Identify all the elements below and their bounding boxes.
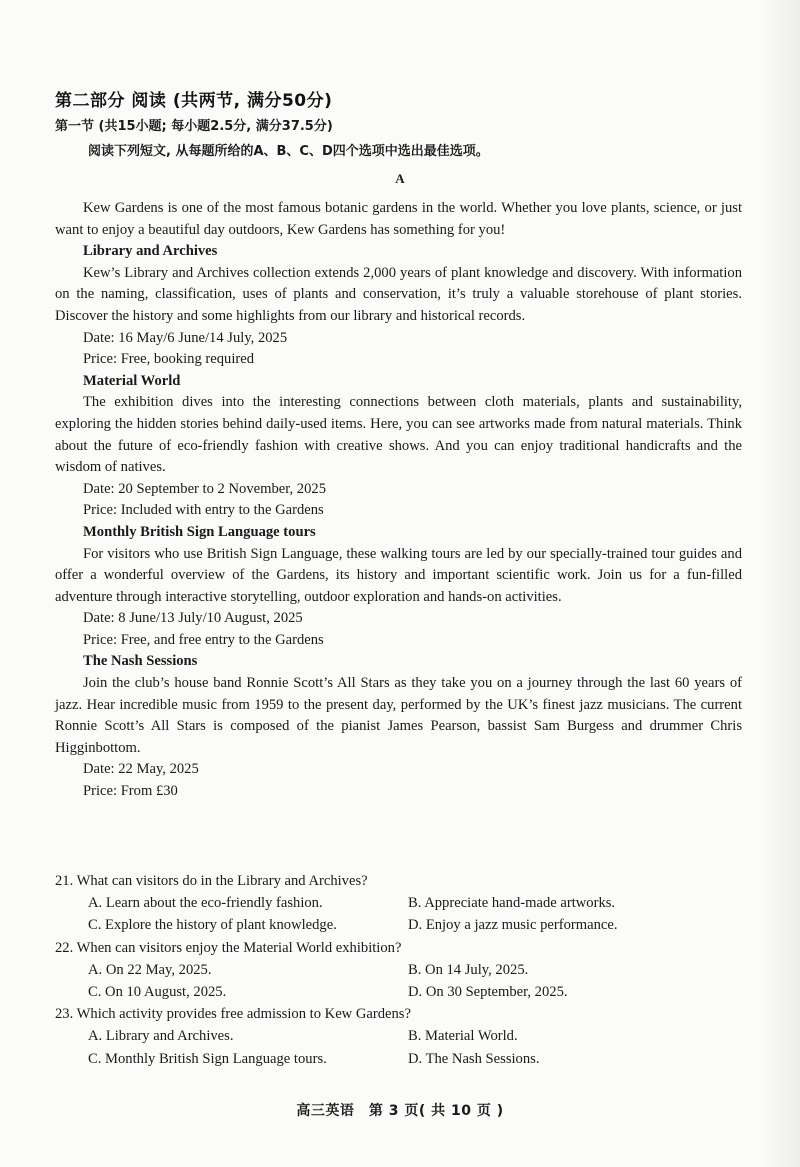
option-b: B. Appreciate hand-made artworks. [408, 895, 616, 912]
instruction: 阅读下列短文, 从每题所给的A、B、C、D四个选项中选出最佳选项。 [88, 144, 489, 159]
page-footer: 高三英语 第 3 页( 共 10 页 ) [296, 1103, 504, 1119]
section-title-material-world: Material World [83, 372, 181, 389]
question-23 [55, 1003, 742, 1070]
section-date-bsl-tours: Date: 8 June/13 July/10 August, 2025 [83, 610, 303, 627]
section-date-nash-sessions: Date: 22 May, 2025 [83, 761, 199, 778]
option-b: B. On 14 July, 2025. [408, 961, 529, 978]
section-title-library: Library and Archives [83, 243, 218, 260]
question-stem: 22. When can visitors enjoy the Material World exhibition? [55, 939, 402, 956]
question-21 [55, 870, 742, 937]
option-c: C. On 10 August, 2025. [88, 984, 227, 1001]
section-text-material-world: The exhibition dives into the interesting connections between cloth materials, plants and sustainability, exploring the hidden stories behind daily-used items. Here, you can see artworks made from natural materials. Think about the future of eco-friendly fashion with creative shows. And you can enjoy traditional handicrafts and the wisdom of natives. [55, 394, 742, 476]
section-price-nash-sessions: Price: From £30 [83, 783, 178, 800]
option-a: A. Library and Archives. [88, 1028, 234, 1045]
option-d: D. On 30 September, 2025. [408, 984, 568, 1001]
option-a: A. On 22 May, 2025. [88, 961, 212, 978]
section-text-bsl-tours: For visitors who use British Sign Language, these walking tours are led by our specially-trained tour guides and offer a wonderful overview of the Gardens, its history and important scientific work. Join us for a fun-filled adventure through interactive storytelling, outdoor exploration and hands-on activities. [55, 545, 742, 605]
question-stem: 23. Which activity provides free admission to Kew Gardens? [55, 1006, 411, 1023]
part-title: 第二部分 阅读 (共两节, 满分50分) [55, 91, 333, 111]
option-c: C. Explore the history of plant knowledge. [88, 917, 337, 934]
passage-intro: Kew Gardens is one of the most famous botanic gardens in the world. Whether you love plants, science, or just want to enjoy a beautiful day outdoors, Kew Gardens has something for you! [55, 200, 742, 238]
section-title: 第一节 (共15小题; 每小题2.5分, 满分37.5分) [55, 119, 333, 134]
section-date-material-world: Date: 20 September to 2 November, 2025 [83, 480, 326, 497]
section-text-nash-sessions: Join the club’s house band Ronnie Scott’s All Stars as they take you on a journey through the last 60 years of jazz. Hear incredible music from 1959 to the present day, performed by the UK’s finest jazz musicians. The current Ronnie Scott’s All Stars is composed of the pianist James Pearson, bassist Sam Burgess and drummer Chris Higginbottom. [55, 675, 742, 756]
question-list [55, 870, 742, 1070]
question-stem: 21. What can visitors do in the Library and Archives? [55, 873, 368, 889]
section-text-library: Kew’s Library and Archives collection extends 2,000 years of plant knowledge and discovery. With information on the naming, classification, uses of plants and conservation, it’s truly a valuable storehouse of plant stories. Discover the history and some highlights from our library and historical records. [55, 264, 742, 324]
option-b: B. Material World. [408, 1028, 518, 1045]
passage-letter: A [395, 171, 405, 186]
section-price-library: Price: Free, booking required [83, 351, 255, 368]
passage-body [55, 198, 742, 803]
option-a: A. Learn about the eco-friendly fashion. [88, 895, 323, 912]
section-title-bsl-tours: Monthly British Sign Language tours [83, 523, 316, 540]
section-price-bsl-tours: Price: Free, and free entry to the Gardens [83, 631, 324, 648]
section-title-nash-sessions: The Nash Sessions [83, 653, 198, 670]
option-d: D. The Nash Sessions. [408, 1050, 540, 1067]
option-c: C. Monthly British Sign Language tours. [88, 1050, 327, 1067]
question-22 [55, 937, 742, 1004]
section-price-material-world: Price: Included with entry to the Gardens [83, 502, 324, 519]
section-date-library: Date: 16 May/6 June/14 July, 2025 [83, 329, 288, 346]
option-d: D. Enjoy a jazz music performance. [408, 917, 618, 934]
